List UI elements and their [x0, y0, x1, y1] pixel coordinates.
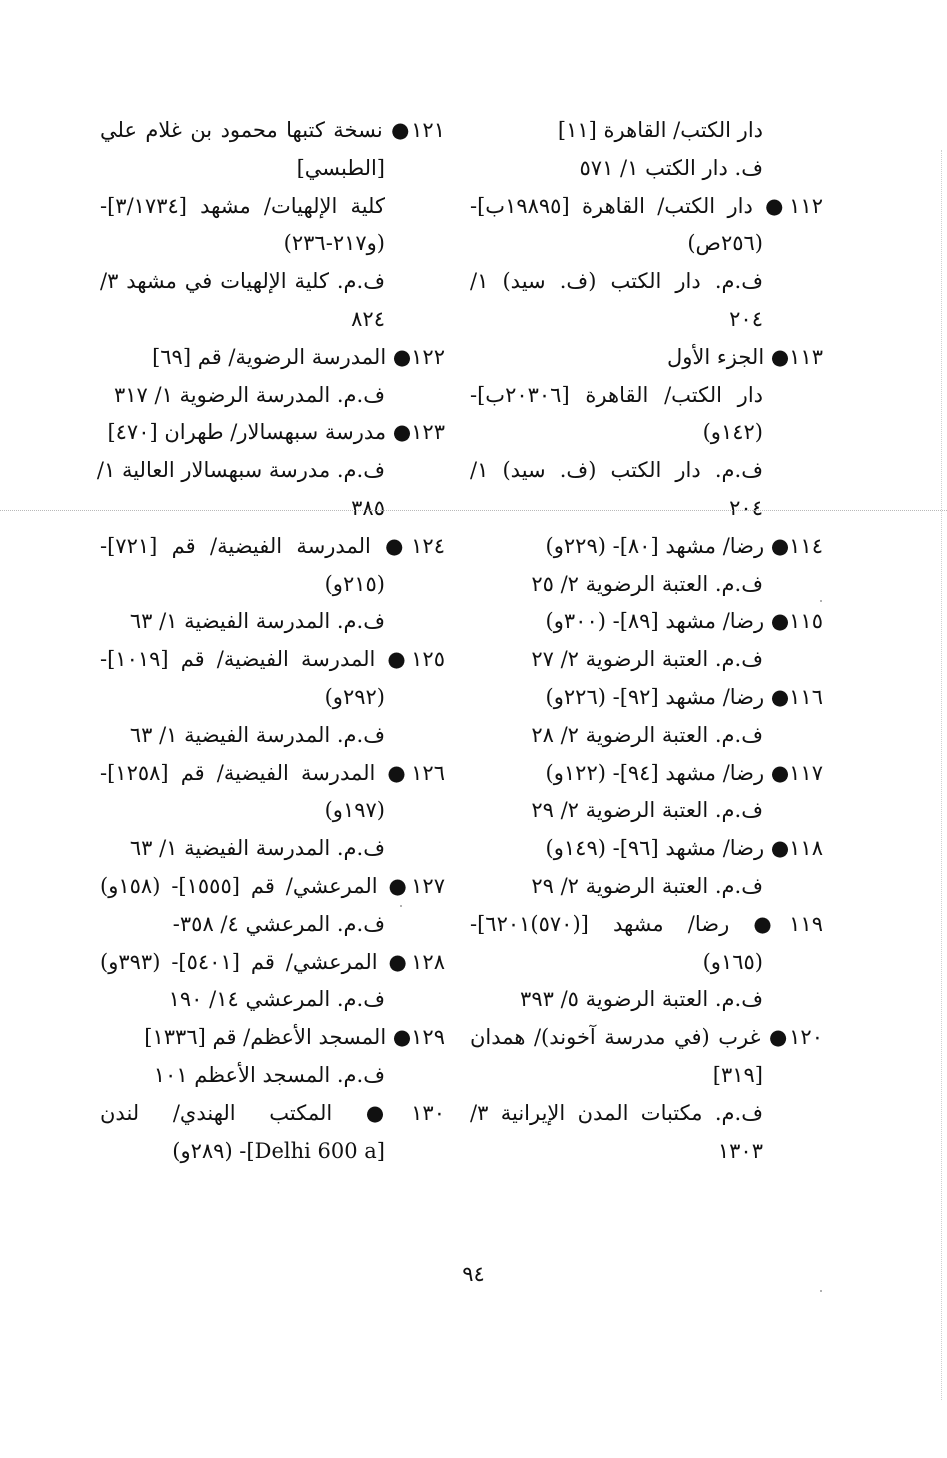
scan-speck	[820, 1290, 822, 1292]
catalog-reference-line: ف.م. المدرسة الرضوية ١/ ٣١٧	[113, 382, 385, 407]
catalog-entry-line: ١١٨● رضا/ مشهد [٩٦]- (١٤٩و)	[545, 836, 823, 861]
catalog-entry-line: ١١٧● رضا/ مشهد [٩٤]- (١٢٢و)	[545, 760, 823, 785]
scan-speck	[400, 905, 402, 907]
catalog-entry-line: ١٢٧● المرعشي/ قم [١٥٥٥]- (١٥٨و)	[100, 873, 445, 898]
catalog-entry-line: ١٣٠● المكتب الهندي/ لندن	[100, 1100, 445, 1125]
catalog-entry-line: ١٢٨● المرعشي/ قم [٥٤٠١]- (٣٩٣و)	[100, 949, 445, 974]
catalog-reference-line: ف.م. العتبة الرضوية ٢/ ٢٧	[531, 647, 763, 672]
catalog-continuation-line: (٢٥٦ص)	[687, 231, 763, 256]
scan-divider-line	[0, 510, 947, 511]
catalog-reference-line: ف.م. العتبة الرضوية ٢/ ٢٩	[531, 798, 763, 823]
catalog-continuation-line: ١٣٠٣	[717, 1138, 763, 1163]
catalog-continuation-line: (٢٩٢و)	[324, 684, 385, 709]
catalog-entry-line: ١١٥● رضا/ مشهد [٨٩]- (٣٠٠و)	[545, 609, 823, 634]
catalog-continuation-line: ٣٨٥	[351, 495, 385, 520]
catalog-entry-line: ١١٦● رضا/ مشهد [٩٢]- (٢٢٦و)	[545, 684, 823, 709]
catalog-reference-line: دار الكتب/ القاهرة [١١]	[557, 118, 763, 142]
right-column	[470, 112, 823, 1170]
catalog-continuation-line: [٣١٩]	[712, 1062, 763, 1087]
scan-edge-dots	[941, 150, 943, 1400]
catalog-continuation-line: ٢٠٤	[729, 306, 763, 331]
catalog-continuation-line: [الطبسي]	[296, 155, 385, 180]
catalog-reference-line: ف.م. المدرسة الفيضية ١/ ٦٣	[129, 836, 385, 861]
catalog-entry-line: ١٢٤● المدرسة الفيضية/ قم [٧٢١]-	[100, 533, 445, 558]
scan-speck	[820, 600, 822, 602]
catalog-entry-line: ١٢٢● المدرسة الرضوية/ قم [٦٩]	[152, 344, 445, 369]
catalog-reference-line: كلية الإلهيات/ مشهد [٣/١٧٣٤]-	[100, 193, 385, 218]
catalog-entry-line: ١١٢● دار الكتب/ القاهرة [١٩٨٩٥ب]-	[470, 193, 823, 218]
catalog-reference-line: دار الكتب/ القاهرة [٢٠٣٠٦ب]-	[470, 382, 763, 407]
catalog-reference-line: ف.م. العتبة الرضوية ٥/ ٣٩٣	[520, 987, 763, 1012]
catalog-reference-line: ف.م. دار الكتب (ف. سيد) ١/	[470, 458, 763, 483]
catalog-continuation-line: (١٤٢و)	[702, 420, 763, 445]
page-number: ٩٤	[462, 1262, 485, 1286]
catalog-continuation-line: (و٢١٧-٢٣٦)	[283, 231, 385, 256]
catalog-continuation-line: ٢٠٤	[729, 495, 763, 520]
catalog-entry-line: ١١٩● رضا/ مشهد [(٥٧٠)٦٢٠١]-	[470, 911, 823, 936]
catalog-entry-line: ١١٤● رضا/ مشهد [٨٠]- (٢٢٩و)	[545, 533, 823, 558]
catalog-continuation-line: [Delhi 600 a]- (٢٨٩و)	[172, 1138, 385, 1163]
catalog-continuation-line: (٢١٥و)	[324, 571, 385, 596]
catalog-reference-line: ف.م. العتبة الرضوية ٢/ ٢٩	[531, 873, 763, 898]
catalog-reference-line: ف.م. المسجد الأعظم ١٠١	[153, 1062, 385, 1087]
catalog-entry-line: ١٢١● نسخة كتبها محمود بن غلام علي	[100, 118, 445, 142]
catalog-continuation-line: (١٦٥و)	[702, 949, 763, 974]
catalog-reference-line: ف.م. المرعشي ١٤/ ١٩٠	[168, 987, 385, 1012]
catalog-reference-line: ف. دار الكتب ١/ ٥٧١	[579, 155, 763, 180]
catalog-reference-line: ف.م. المرعشي ٤/ ٣٥٨-	[172, 911, 385, 936]
catalog-reference-line: ف.م. المدرسة الفيضية ١/ ٦٣	[129, 722, 385, 747]
left-column	[96, 112, 445, 1170]
catalog-reference-line: ف.م. دار الكتب (ف. سيد) ١/	[470, 269, 763, 294]
catalog-reference-line: ف.م. العتبة الرضوية ٢/ ٢٥	[531, 571, 763, 596]
catalog-continuation-line: ٨٢٤	[351, 306, 385, 331]
catalog-entry-line: ١٢٣● مدرسة سبهسالار/ طهران [٤٧٠]	[107, 420, 445, 445]
catalog-reference-line: ف.م. المدرسة الفيضية ١/ ٦٣	[129, 609, 385, 634]
catalog-continuation-line: (١٩٧و)	[324, 798, 385, 823]
catalog-reference-line: ف.م. مدرسة سبهسالار العالية ١/	[96, 458, 385, 483]
catalog-entry-line: ١٢٠● غرب (في مدرسة آخوند)/ همدان	[470, 1025, 823, 1050]
catalog-entry-line: ١٢٩● المسجد الأعظم/ قم [١٣٣٦]	[144, 1025, 445, 1050]
catalog-entry-line: ١١٣● الجزء الأول	[667, 344, 823, 369]
catalog-entry-line: ١٢٥● المدرسة الفيضية/ قم [١٠١٩]-	[100, 647, 445, 672]
catalog-entry-line: ١٢٦● المدرسة الفيضية/ قم [١٢٥٨]-	[100, 760, 445, 785]
catalog-reference-line: ف.م. مكتبات المدن الإيرانية ٣/	[470, 1100, 763, 1125]
catalog-reference-line: ف.م. العتبة الرضوية ٢/ ٢٨	[531, 722, 763, 747]
catalog-reference-line: ف.م. كلية الإلهيات في مشهد ٣/	[100, 269, 385, 294]
